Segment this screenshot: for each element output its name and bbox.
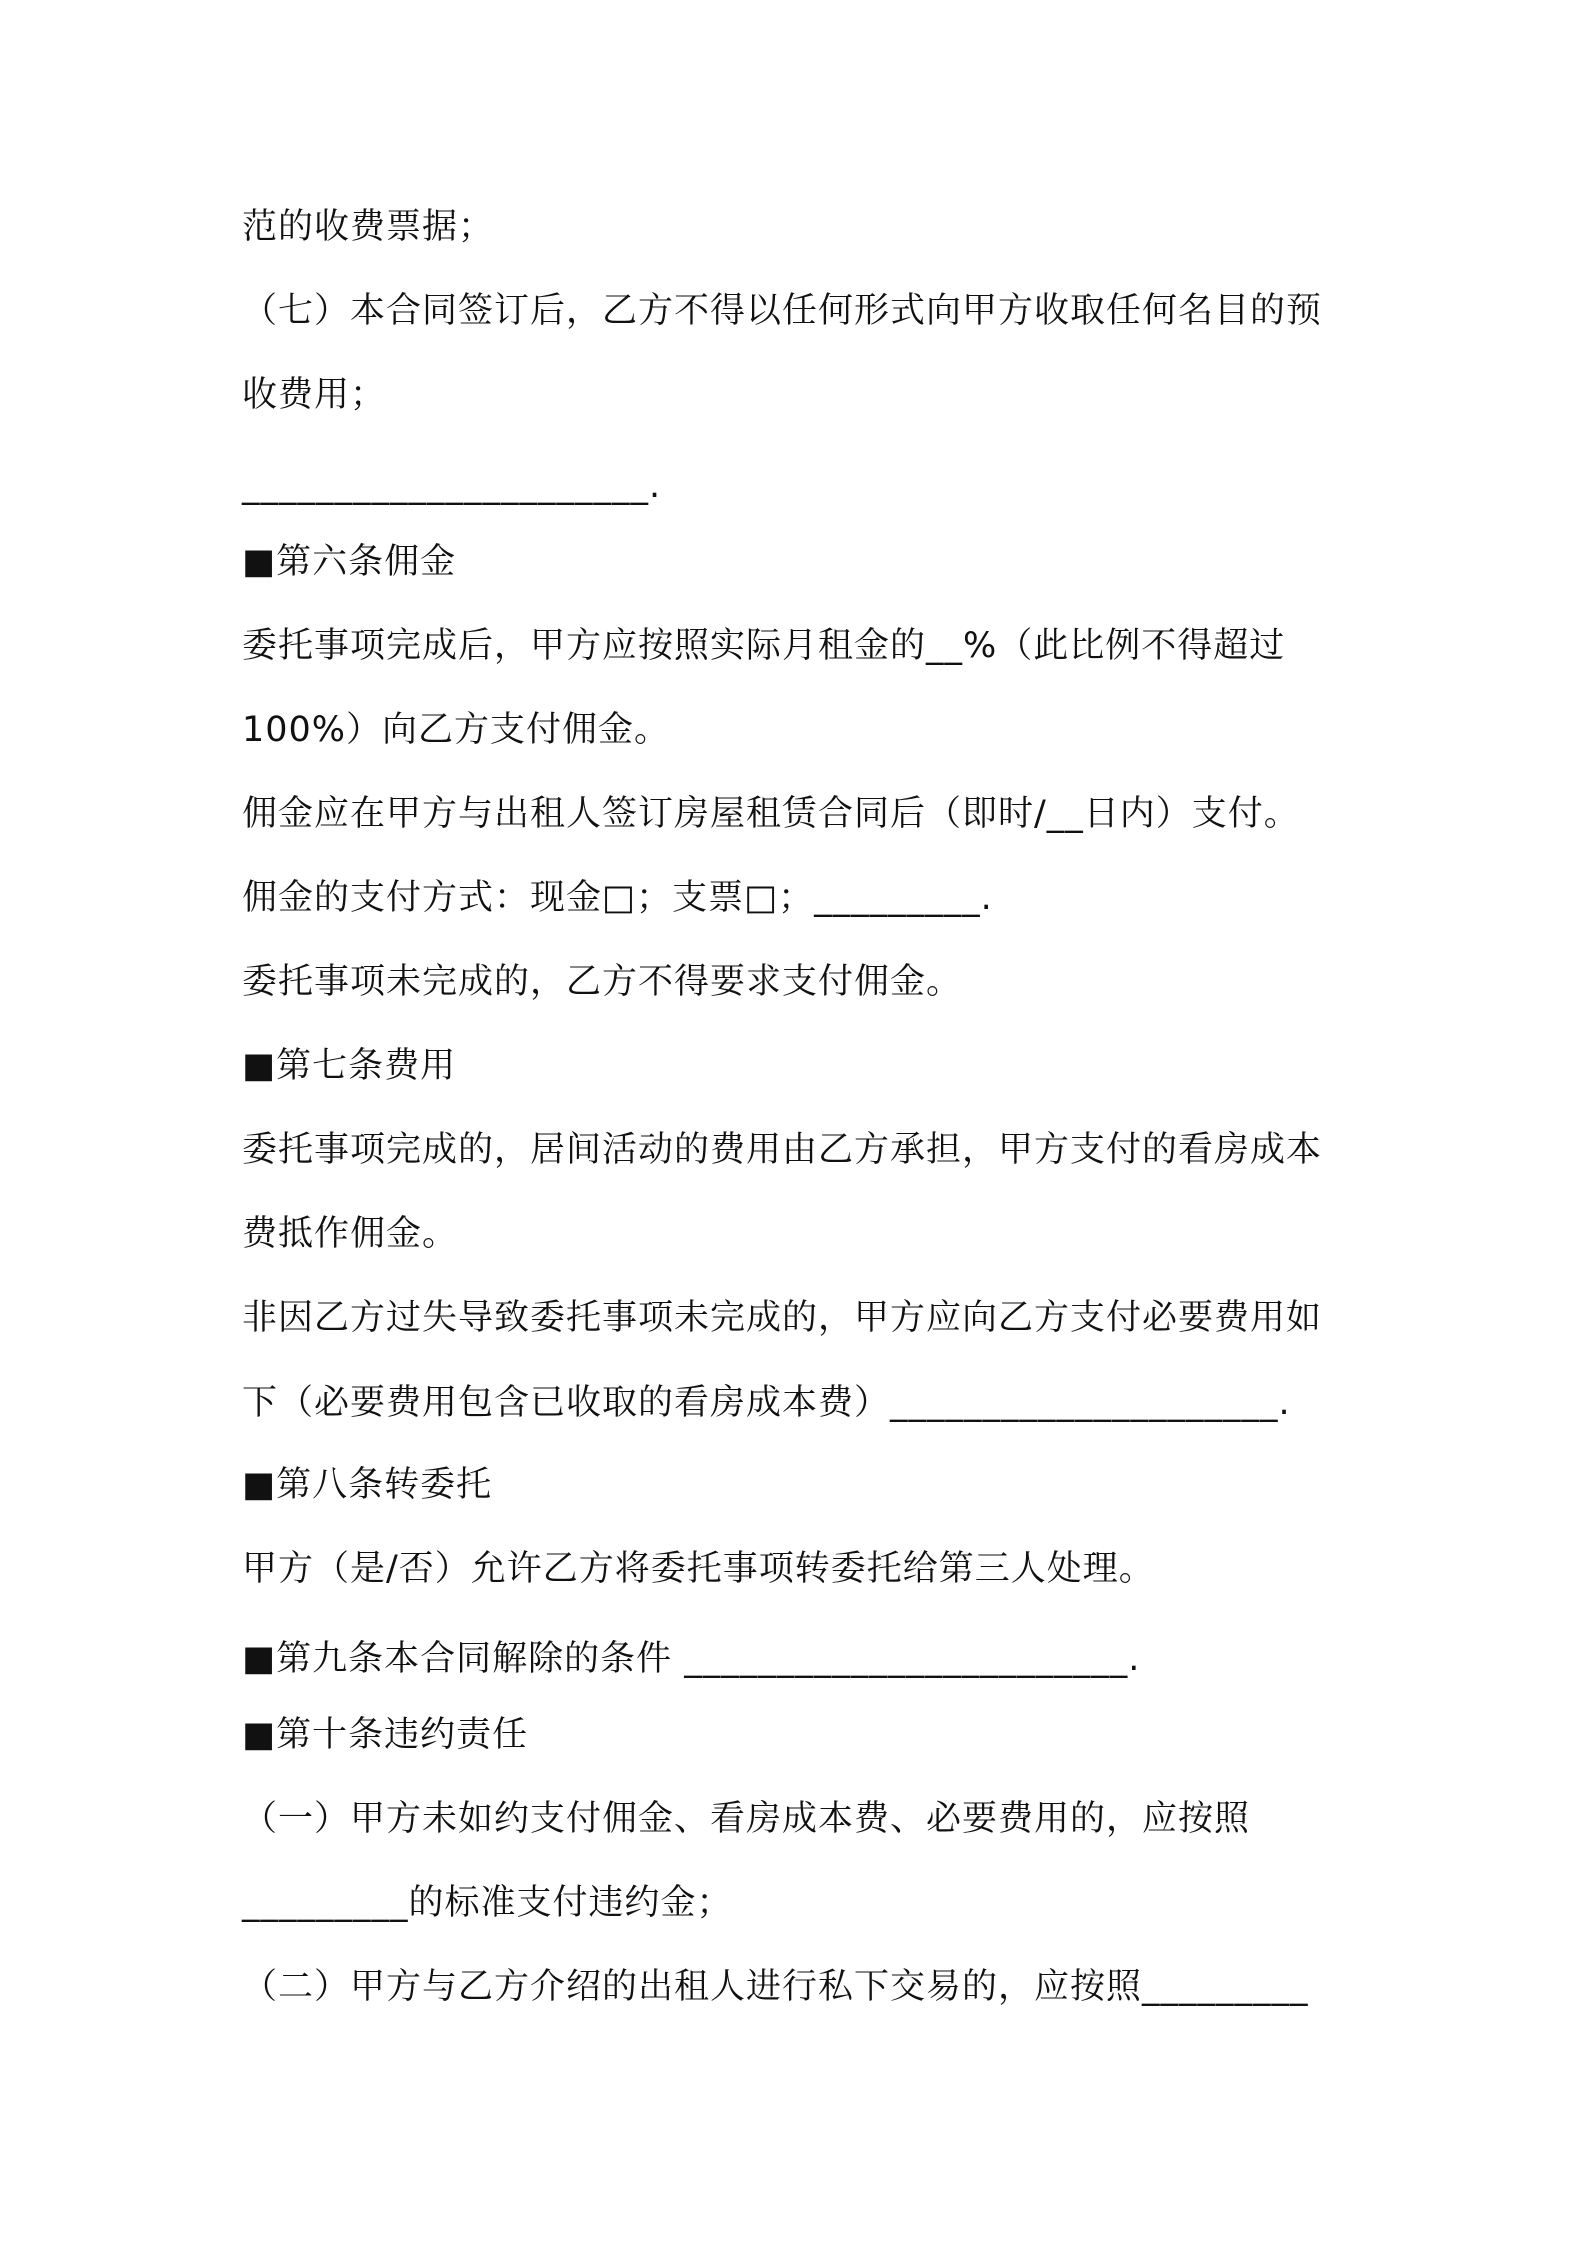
section-heading: ■第六条佣金	[242, 542, 457, 582]
section-heading: ■第九条本合同解除的条件 ________________________.	[242, 1639, 1141, 1679]
section-heading: ■第八条转委托	[242, 1465, 493, 1505]
text-line: 100%）向乙方支付佣金。	[242, 710, 671, 750]
text-line: 非因乙方过失导致委托事项未完成的，甲方应向乙方支付必要费用如	[242, 1298, 1323, 1338]
text-line: 佣金应在甲方与出租人签订房屋租赁合同后（即时/__日内）支付。	[242, 794, 1300, 834]
text-line: 费抵作佣金。	[242, 1214, 459, 1254]
text-line: 下（必要费用包含已收取的看房成本费）_____________________.	[242, 1383, 1291, 1423]
text-line: 佣金的支付方式：现金□；支票□；_________.	[242, 878, 993, 918]
text-line: 委托事项完成的，居间活动的费用由乙方承担，甲方支付的看房成本	[242, 1130, 1323, 1170]
section-heading: ■第十条违约责任	[242, 1715, 529, 1755]
text-line: 收费用；	[242, 375, 387, 415]
text-line: （一）甲方未如约支付佣金、看房成本费、必要费用的，应按照	[242, 1799, 1251, 1839]
text-line: 甲方（是/否）允许乙方将委托事项转委托给第三人处理。	[242, 1549, 1155, 1589]
text-line: _________的标准支付违约金；	[242, 1883, 733, 1923]
signature-blank: ______________________.	[242, 466, 662, 506]
text-line: 范的收费票据；	[242, 207, 495, 247]
text-line: 委托事项未完成的，乙方不得要求支付佣金。	[242, 962, 963, 1002]
text-line: （七）本合同签订后，乙方不得以任何形式向甲方收取任何名目的预	[242, 291, 1323, 331]
text-line: 委托事项完成后，甲方应按照实际月租金的__%（此比例不得超过	[242, 626, 1286, 666]
section-heading: ■第七条费用	[242, 1046, 457, 1086]
text-line: （二）甲方与乙方介绍的出租人进行私下交易的，应按照_________	[242, 1967, 1309, 2007]
